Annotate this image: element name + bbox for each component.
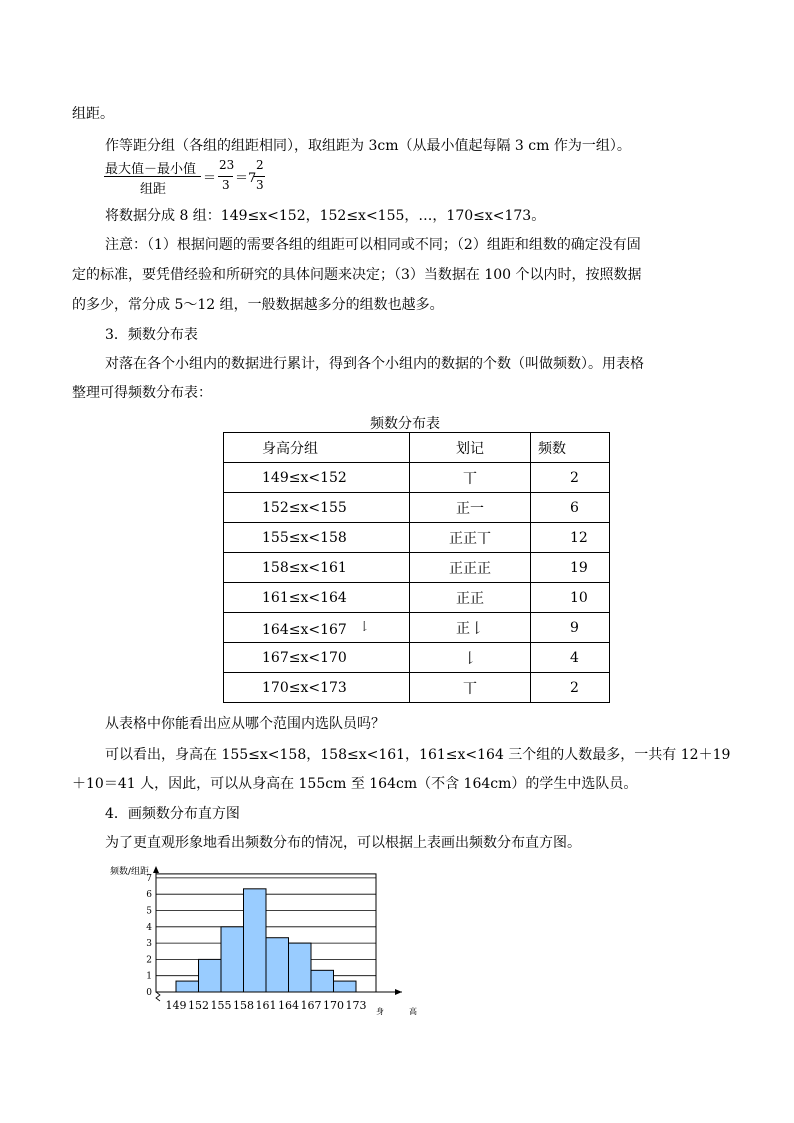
y-tick-label: 2: [146, 955, 152, 966]
histogram-bar: [289, 943, 312, 992]
histogram-bar: [199, 959, 222, 992]
table-title: 频数分布表: [370, 416, 440, 432]
row-tally: 正𠄌: [410, 613, 531, 643]
row-freq: 10: [531, 583, 610, 613]
text-line: 组距。: [72, 106, 114, 122]
table-row: [224, 613, 610, 643]
row-tally: 正一: [410, 493, 531, 523]
y-tick-label: 0: [146, 988, 152, 998]
row-freq: 4: [531, 643, 610, 673]
y-tick-label: 3: [146, 939, 152, 950]
x-tick-label: 149: [165, 999, 187, 1012]
row-freq: 2: [531, 463, 610, 493]
row-group: 152≤x<155: [224, 493, 410, 523]
histogram-bar: [244, 889, 267, 992]
header-tally: 划记: [410, 433, 531, 463]
text-line: 可以看出，身高在 155≤x<158，158≤x<161，161≤x<164 三个组的人数最多，一共有 12＋19: [105, 747, 731, 763]
histogram-bar: [176, 981, 199, 992]
x-tick-label: 164: [278, 999, 299, 1012]
frac-denominator: 组距: [140, 182, 167, 197]
text-line: 将数据分成 8 组：149≤x<152，152≤x<155，…，170≤x<173。: [105, 208, 546, 224]
x-tick-label: 158: [233, 999, 254, 1012]
x-axis-title: 身: [376, 1007, 384, 1016]
row-freq: 6: [531, 493, 610, 523]
header-group: 身高分组: [224, 433, 410, 463]
row-freq: 19: [531, 553, 610, 583]
y-tick-label: 7: [146, 873, 152, 884]
row-group: 155≤x<158: [224, 523, 410, 553]
row-tally: 正正丅: [410, 523, 531, 553]
row-tally: 丅: [410, 463, 531, 493]
row-group: 170≤x<173: [224, 673, 410, 703]
table-row: [224, 463, 610, 493]
text-line: ＋10＝41 人，因此，可以从身高在 155cm 至 164cm（不含 164cm）的学生中选队员。: [72, 776, 638, 792]
y-axis-arrow: [153, 866, 159, 873]
row-tally: 𠄌: [410, 643, 531, 673]
table-row: [224, 523, 610, 553]
row-tally: 正正正: [410, 553, 531, 583]
text-line: 对落在各个小组内的数据进行累计，得到各个小组内的数据的个数（叫做频数）。用表格: [105, 356, 644, 372]
y-tick-label: 4: [146, 922, 152, 933]
row-group: 149≤x<152: [224, 463, 410, 493]
section-heading: 3．频数分布表: [105, 327, 198, 343]
text-line: 定的标准，要凭借经验和所研究的具体问题来决定；（3）当数据在 100 个以内时，按照数据: [72, 267, 642, 283]
x-axis-arrow: [395, 989, 402, 995]
section-heading: 4．画频数分布直方图: [105, 806, 240, 822]
row-group: 161≤x<164: [224, 583, 410, 613]
x-tick-label: 173: [345, 999, 367, 1012]
text-line: 注意：（1）根据问题的需要各组的组距可以相同或不同；（2）组距和组数的确定没有固: [105, 237, 641, 253]
histogram-chart: [104, 860, 434, 1020]
x-tick-label: 161: [255, 999, 277, 1012]
histogram-bar: [334, 981, 357, 992]
x-axis-title: 高: [409, 1007, 417, 1016]
row-group: 167≤x<170: [224, 643, 410, 673]
x-tick-label: 170: [323, 999, 344, 1012]
y-tick-label: 5: [146, 906, 152, 917]
y-tick-label: 6: [146, 890, 152, 901]
x-tick-label: 152: [188, 999, 209, 1012]
row-tally: 正正: [410, 583, 531, 613]
frequency-table: [223, 432, 610, 703]
axis-break: [156, 992, 160, 1001]
header-freq: 频数: [531, 433, 610, 463]
row-note: 𠄌: [358, 619, 370, 633]
row-freq: 12: [531, 523, 610, 553]
table-row: [224, 673, 610, 703]
text-line: 为了更直观形象地看出频数分布的情况，可以根据上表画出频数分布直方图。: [105, 835, 581, 851]
frac-numerator: 最大值－最小值: [105, 162, 197, 177]
histogram-bar: [311, 970, 334, 992]
y-axis-title: 频数/组距: [110, 867, 150, 877]
histogram-bar: [221, 927, 244, 992]
text-line: 作等距分组（各组的组距相同），取组距为 3cm（从最小值起每隔 3 cm 作为一组）。: [105, 138, 631, 154]
table-row: [224, 553, 610, 583]
text-line: 整理可得频数分布表：: [72, 385, 212, 401]
y-tick-label: 1: [146, 971, 152, 982]
text-line: 从表格中你能看出应从哪个范围内选队员吗？: [105, 716, 385, 732]
table-row: [224, 643, 610, 673]
text-line: 的多少，常分成 5～12 组，一般数据越多分的组数也越多。: [72, 297, 444, 313]
row-group: 158≤x<161: [224, 553, 410, 583]
table-row: [224, 493, 610, 523]
row-tally: 丅: [410, 673, 531, 703]
histogram-bar: [266, 938, 289, 992]
table-row: [224, 583, 610, 613]
x-tick-label: 155: [210, 999, 232, 1012]
x-tick-label: 167: [300, 999, 322, 1012]
row-freq: 9: [531, 613, 610, 643]
table-header-row: [224, 433, 610, 463]
row-freq: 2: [531, 673, 610, 703]
row-group: 164≤x<167 $^𠄌$: [224, 613, 410, 643]
